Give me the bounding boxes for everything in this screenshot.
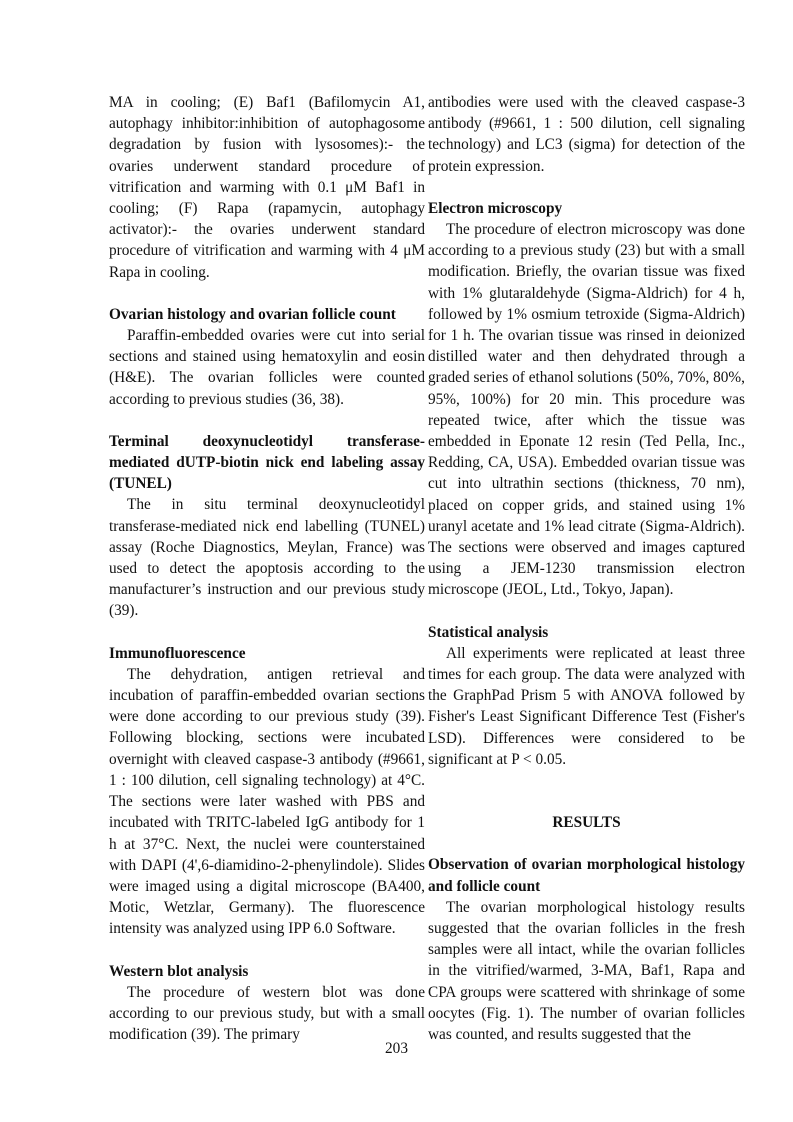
paragraph-observation: The ovarian morphological histology results suggested that the ovarian follicles in the fresh samples were all intact, while the ovarian follicles in the vitrified/warmed, 3-MA, Baf1, Rapa and CPA groups were scattered with shrinkage of some oocytes (Fig. 1). The number of ovarian follicles was counted, and results suggested that the bbox=[428, 898, 745, 1043]
heading-western-blot: Western blot analysis bbox=[109, 962, 249, 980]
right-column bbox=[428, 92, 745, 1045]
paragraph-immunofluorescence: The dehydration, antigen retrieval and incubation of paraffin-embedded ovarian sections were done according to our previous study (39). Following blocking, sections were incubated overnight with cleaved caspase-3 antibody (#9661, 1 : 100 dilution, cell signaling technology) at 4°C. The sections were later washed with PBS and incubated with TRITC-labeled IgG antibody for 1 h at 37°C. Next, the nuclei were counterstained with DAPI (4',6-diamidino-2-phenylindole). Slides were imaged using a digital microscope (BA400, Motic, Wetzlar, Germany). The fluorescence intensity was analyzed using IPP 6.0 Software. bbox=[109, 665, 425, 938]
paragraph-western-blot-continued: antibodies were used with the cleaved caspase-3 antibody (#9661, 1 : 500 dilution, cell signaling technology) and LC3 (sigma) for detection of the protein expression. bbox=[428, 94, 745, 175]
left-column bbox=[109, 92, 425, 1045]
heading-results: RESULTS bbox=[552, 814, 621, 832]
heading-observation: Observation of ovarian morphological histology and follicle count bbox=[428, 856, 745, 895]
paragraph-tunel: The in situ terminal deoxynucleotidyl transferase-mediated nick end labelling (TUNEL) assay (Roche Diagnostics, Meylan, France) was used to detect the apoptosis according to the manufacturer’s instruction and our previous study (39). bbox=[109, 496, 425, 620]
heading-tunel: Terminal deoxynucleotidyl transferase-mediated dUTP-biotin nick end labeling assay (TUNEL) bbox=[109, 432, 425, 493]
paragraph-western-blot: The procedure of western blot was done according to our previous study, but with a small modification (39). The primary bbox=[109, 983, 425, 1044]
heading-immunofluorescence: Immunofluorescence bbox=[109, 644, 246, 662]
heading-ovarian-histology: Ovarian histology and ovarian follicle count bbox=[109, 305, 396, 323]
page-number: 203 bbox=[385, 1040, 408, 1057]
paragraph-ovarian-histology: Paraffin-embedded ovaries were cut into serial sections and stained using hematoxylin and eosin (H&E). The ovarian follicles were counted according to previous studies (36, 38). bbox=[109, 327, 425, 408]
paragraph-statistical-analysis: All experiments were replicated at least three times for each group. The data were analyzed with the GraphPad Prism 5 with ANOVA followed by Fisher's Least Significant Difference Test (Fisher's LSD). Differences were considered to be significant at P < 0.05. bbox=[428, 644, 745, 768]
heading-electron-microscopy: Electron microscopy bbox=[428, 199, 563, 217]
paragraph-electron-microscopy: The procedure of electron microscopy was done according to a previous study (23) but with a small modification. Briefly, the ovarian tissue was fixed with 1% glutaraldehyde (Sigma-Aldrich) for 4 h, followed by 1% osmium tetroxide (Sigma-Aldrich) for 1 h. The ovarian tissue was rinsed in deionized distilled water and then dehydrated through a graded series of ethanol solutions (50%, 70%, 80%, 95%, 100%) for 20 min. This procedure was repeated twice, after which the tissue was embedded in Eponate 12 resin (Ted Pella, Inc., Redding, CA, USA). Embedded ovarian tissue was cut into ultrathin sections (thickness, 70 nm), placed on copper grids, and stained using 1% uranyl acetate and 1% lead citrate (Sigma-Aldrich). The sections were observed and images captured using a JEM-1230 transmission electron microscope (JEOL, Ltd., Tokyo, Japan). bbox=[428, 221, 745, 599]
paragraph-group-descriptions: MA in cooling; (E) Baf1 (Bafilomycin A1, autophagy inhibitor:inhibition of autophagosome degradation by fusion with lysosomes):- the ovaries underwent standard procedure of vitrification and warming with 0.1 μM Baf1 in cooling; (F) Rapa (rapamycin, autophagy activator):- the ovaries underwent standard procedure of vitrification and warming with 4 μM Rapa in cooling. bbox=[109, 94, 425, 281]
heading-statistical-analysis: Statistical analysis bbox=[428, 623, 549, 641]
